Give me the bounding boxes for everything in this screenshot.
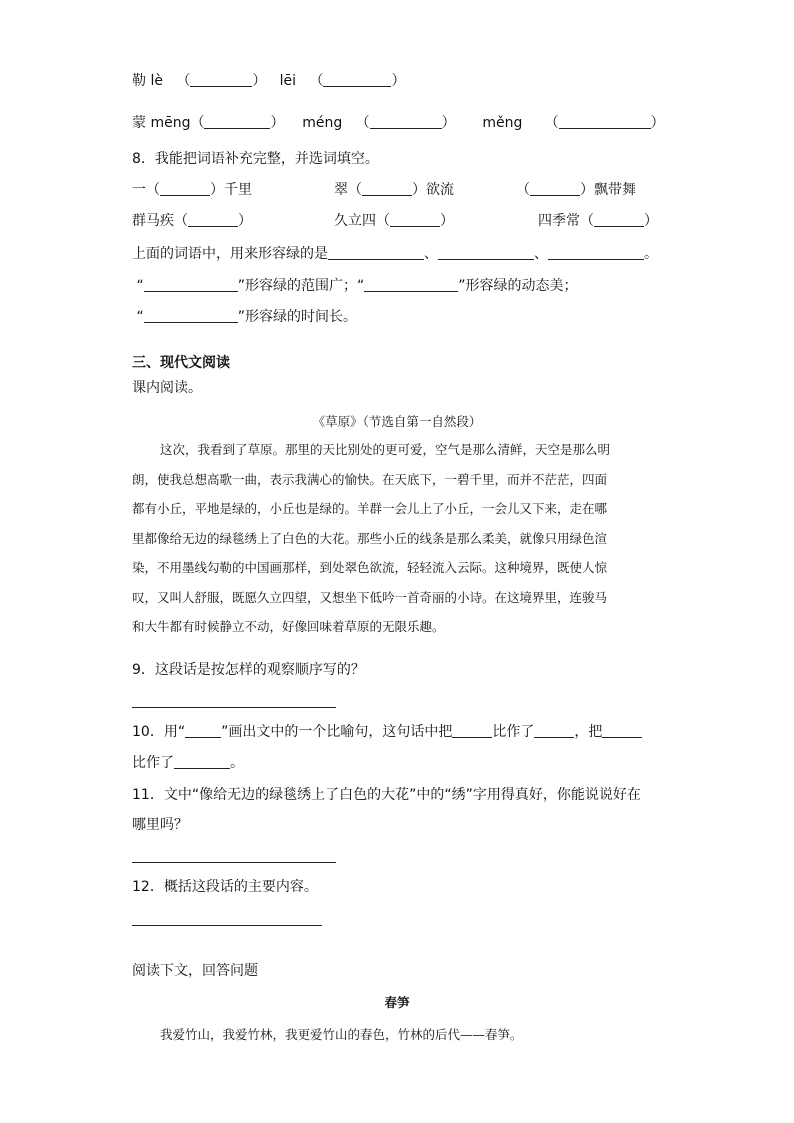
answer-blank[interactable]: [144, 308, 238, 323]
answer-blank[interactable]: [362, 181, 412, 196]
passage-line: 里都像给无边的绿毯绣上了白色的大花。那些小丘的线条是那么柔美，就像只用绿色渲: [132, 530, 608, 546]
q10-e: 比作了: [132, 755, 174, 771]
answer-blank[interactable]: [548, 245, 644, 260]
q8-row-2c: [538, 211, 658, 231]
q7-row2-paren-open-3: （: [544, 115, 559, 131]
q10-c: 比作了: [492, 724, 535, 740]
q7-row2-pinyin-3: měng: [482, 115, 523, 131]
section-heading: 三、现代文阅读: [132, 355, 230, 371]
passage: [132, 435, 662, 642]
question-11-cont: 哪里吗？: [132, 817, 188, 833]
q8-row-2: [132, 211, 252, 231]
q8-s2-mid: ”形容绿的范围广；“: [237, 278, 365, 294]
q7-row2-paren-close-2: ）: [441, 115, 456, 131]
answer-blank[interactable]: [530, 181, 580, 196]
reading-intro: 阅读下文，回答问题: [132, 963, 258, 979]
answer-blank[interactable]: [190, 72, 252, 87]
q8-s3-open: “: [136, 309, 144, 325]
q8-r1-a: 一（: [132, 182, 160, 198]
passage-line: 都有小丘，平地是绿的，小丘也是绿的。羊群一会儿上了小丘，一会儿又下来，走在哪: [132, 501, 608, 516]
answer-blank[interactable]: [364, 277, 458, 292]
answer-blank[interactable]: [188, 212, 238, 227]
passage-line: 染，不用墨线勾勒的中国画那样，到处翠色欲流，轻轻流入云际。这种境界，既使人惊: [132, 560, 608, 575]
passage-line: 这次，我看到了草原。那里的天比别处的更可爱，空气是那么清鲜，天空是那么明: [160, 442, 611, 457]
q8-row-1: [132, 180, 252, 200]
q8-sentence-1: [132, 244, 658, 264]
answer-line[interactable]: [132, 707, 336, 708]
answer-blank[interactable]: [452, 723, 492, 738]
question-9: 9．这段话是按怎样的观察顺序写的？: [132, 662, 365, 678]
q8-sentence-2: [132, 276, 578, 296]
q8-s2-open: “: [136, 278, 144, 294]
answer-blank[interactable]: [370, 114, 442, 129]
q7-row-1: [132, 71, 405, 91]
q8-r2-e: 四季常（: [538, 213, 594, 229]
answer-blank[interactable]: [323, 72, 391, 87]
q10-f: 。: [230, 755, 244, 771]
q8-r2-f: ）: [644, 213, 658, 229]
q7-row1-text: 勒 lè: [132, 73, 163, 89]
q8-row-2b: [334, 211, 454, 231]
question-11: 11．文中“像给无边的绿毯绣上了白色的大花”中的“绣”字用得真好，你能说说好在: [132, 787, 641, 803]
answer-blank[interactable]: [328, 245, 424, 260]
q8-s1-sep: 、: [424, 246, 438, 262]
q7-row1-paren-open: （: [176, 73, 191, 89]
answer-blank[interactable]: [594, 212, 644, 227]
q8-s1-text: 上面的词语中，用来形容绿的是: [132, 246, 328, 262]
q10-a: 10．用“: [132, 724, 186, 740]
q8-r2-c: 久立四（: [334, 213, 390, 229]
section-intro: 课内阅读。: [132, 380, 202, 396]
q8-r2-b: ）: [238, 213, 252, 229]
answer-blank[interactable]: [390, 212, 440, 227]
answer-line[interactable]: [132, 925, 322, 926]
q8-sentence-3: [132, 307, 357, 327]
q7-row1-paren-close: ）: [252, 73, 267, 89]
q7-row1-paren-close-2: ）: [391, 73, 406, 89]
answer-blank[interactable]: [602, 723, 642, 738]
q8-row-1b: [334, 180, 454, 200]
q8-row-1c: [516, 180, 636, 200]
q10-d: ，把: [574, 724, 603, 740]
q7-row1-pinyin: lēi: [279, 73, 297, 89]
answer-blank[interactable]: [144, 277, 238, 292]
question-12: 12．概括这段话的主要内容。: [132, 879, 318, 895]
answer-blank[interactable]: [174, 754, 230, 769]
q7-row2-paren-close: ）: [270, 115, 285, 131]
question-10: [132, 722, 642, 742]
q8-s1-sep-2: 、: [534, 246, 548, 262]
q7-row2-text: 蒙 mēng（: [132, 115, 205, 131]
answer-line[interactable]: [132, 862, 336, 863]
q8-title: 8．我能把词语补充完整，并选词填空。: [132, 151, 379, 167]
answer-blank[interactable]: [160, 181, 210, 196]
q8-r1-d: ）欲流: [412, 182, 454, 198]
q7-row-2: [132, 113, 665, 133]
answer-blank[interactable]: [204, 114, 270, 129]
q8-s1-end: 。: [644, 246, 658, 262]
answer-blank[interactable]: [185, 723, 221, 738]
q7-row2-paren-close-3: ）: [650, 115, 665, 131]
q7-row2-paren-open-2: （: [355, 115, 370, 131]
article-title: 春笋: [384, 995, 410, 1010]
q8-r1-f: ）飘带舞: [580, 182, 636, 198]
q8-r1-e: （: [516, 182, 530, 198]
answer-blank[interactable]: [534, 723, 574, 738]
question-10-cont: [132, 753, 244, 773]
q8-r2-d: ）: [440, 213, 454, 229]
answer-blank[interactable]: [559, 114, 651, 129]
q10-b: ”画出文中的一个比喻句，这句话中把: [221, 724, 453, 740]
q7-row1-paren-open-2: （: [309, 73, 324, 89]
q8-s2-end: ”形容绿的动态美；: [458, 278, 578, 294]
passage-line: 和大牛都有时候静立不动，好像回味着草原的无限乐趣。: [132, 619, 445, 634]
q8-r1-c: 翠（: [334, 182, 362, 198]
passage-line: 朗，使我总想高歌一曲，表示我满心的愉快。在天底下，一碧千里，而并不茫茫，四面: [132, 471, 608, 487]
q7-row2-pinyin-2: méng: [302, 115, 343, 131]
q8-r1-b: ）千里: [210, 182, 252, 198]
answer-blank[interactable]: [438, 245, 534, 260]
q8-r2-a: 群马疾（: [132, 213, 188, 229]
passage-line: 叹，又叫人舒服，既愿久立四望，又想坐下低吟一首奇丽的小诗。在这境界里，连骏马: [132, 589, 608, 605]
q8-s3-end: ”形容绿的时间长。: [237, 309, 357, 325]
passage-title: 《草原》（节选自第一自然段）: [312, 414, 482, 429]
article-first-line: 我爱竹山，我爱竹林，我更爱竹山的春色，竹林的后代——春笋。: [160, 1027, 523, 1042]
